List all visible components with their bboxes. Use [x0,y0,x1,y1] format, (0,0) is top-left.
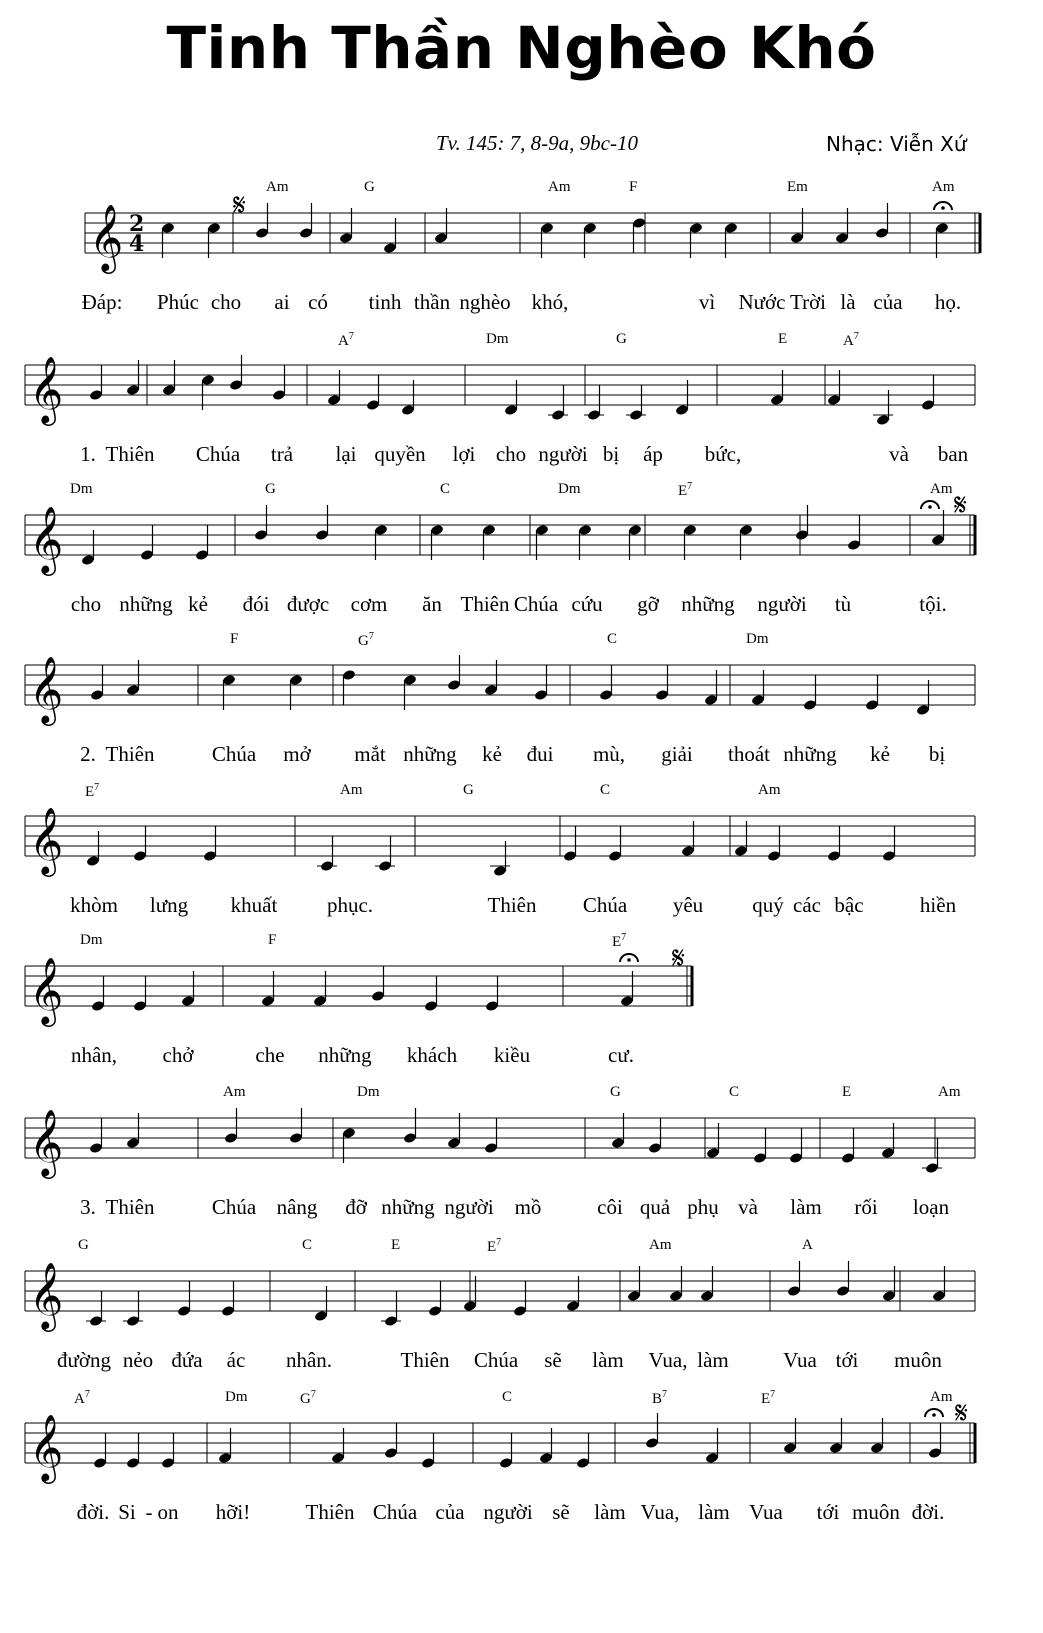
psalm-reference: Tv. 145: 7, 8-9a, 9bc-10 [436,131,638,155]
lyric-syllable: quý [752,893,784,917]
lyric-syllable: cư. [608,1043,634,1067]
lyric-syllable: Thiên [105,742,155,766]
lyric-syllable: Thiên [305,1500,355,1524]
lyric-syllable: Thiên [460,592,510,616]
chord-root: Am [266,179,289,195]
lyric-syllable: sẽ [544,1348,562,1372]
chord-symbol [548,179,571,196]
chord-root: Am [758,782,781,798]
chord-symbol [652,1389,667,1408]
chord-root: A [843,333,854,349]
treble-clef-icon: 𝄞 [29,956,64,1024]
staff-system [0,782,1043,938]
lyric-syllable: Chúa [211,1195,257,1219]
chord-extension: 7 [770,1389,776,1400]
segno-icon: 𝄋 [955,1396,968,1431]
lyric-syllable: chở [162,1043,194,1067]
lyric-syllable: - [145,1500,153,1524]
chord-symbol [761,1389,775,1408]
lyric-syllable: Chúa [211,742,257,766]
chord-symbol [440,481,450,498]
lyric-syllable: những [381,1195,435,1219]
lyric-syllable: đường [57,1348,111,1372]
lyric-syllable: côi [597,1195,623,1219]
lyric-syllable: áp [643,442,663,466]
lyric-syllable: làm [697,1348,729,1372]
chord-symbol [729,1084,739,1101]
time-signature: 4 [129,231,145,257]
lyric-syllable: che [255,1043,285,1067]
lyric-syllable: những [783,742,837,766]
treble-clef-icon: 𝄞 [29,655,64,723]
chord-root: E [842,1084,852,1100]
chord-extension: 7 [94,782,100,793]
lyric-syllable: khuất [230,893,278,917]
lyric-syllable: kiều [493,1043,531,1067]
lyric-syllable: làm [594,1500,626,1524]
lyric-syllable: phụ [687,1195,719,1219]
lyric-syllable: người [444,1195,494,1219]
chord-root: A [802,1237,813,1253]
chord-root: F [629,179,638,195]
staff-system [0,331,1043,487]
chord-root: G [463,782,474,798]
chord-symbol [463,782,474,799]
lyric-syllable: kẻ [482,742,502,766]
chord-symbol [74,1389,90,1408]
lyric-syllable: của [873,290,903,314]
chord-symbol [678,481,692,500]
chord-symbol [649,1237,672,1254]
lyric-syllable: 1. [80,442,96,466]
lyric-syllable: mở [283,742,311,766]
chord-extension: 7 [310,1389,316,1400]
chord-root: G [78,1237,89,1253]
chord-symbol [266,179,289,196]
fermata-dot [627,958,631,962]
chord-symbol [843,331,859,350]
chord-symbol [758,782,781,799]
chord-root: Am [649,1237,672,1253]
staff-system [0,1084,1043,1240]
lyric-syllable: ác [226,1348,246,1372]
chord-root: C [600,782,611,798]
chord-symbol [268,932,276,949]
lyric-syllable: đứa [171,1348,203,1372]
chord-symbol [223,1084,246,1101]
chord-root: E [487,1239,497,1255]
chord-root: Dm [225,1389,248,1405]
chord-root: E [678,483,688,499]
lyric-syllable: muôn [894,1348,942,1372]
chord-root: E [761,1391,771,1407]
lyric-syllable: đỡ [345,1195,367,1219]
chord-root: Am [340,782,363,798]
chord-root: Dm [486,331,509,347]
chord-symbol [340,782,363,799]
composer-credit: Nhạc: Viễn Xứ [826,132,967,156]
chord-symbol [930,481,953,498]
lyric-syllable: lợi [452,442,476,466]
lyric-syllable: hỡi! [215,1500,251,1524]
chord-root: Am [938,1084,961,1100]
lyric-syllable: có [308,290,328,314]
lyric-syllable: Phúc [157,290,199,314]
chord-root: Am [548,179,571,195]
chord-symbol [265,481,276,498]
fermata-dot [928,505,932,509]
lyric-syllable: thần [413,290,451,314]
chord-extension: 7 [348,331,354,342]
lyric-syllable: người [757,592,807,616]
lyric-syllable: Đáp: [81,290,123,314]
lyric-syllable: thoát [728,742,770,766]
chord-symbol [70,481,93,498]
lyric-syllable: là [840,290,856,314]
lyric-syllable: mắt [354,742,386,766]
lyric-syllable: yêu [672,893,704,917]
lyric-syllable: làm [790,1195,822,1219]
lyric-syllable: Trời [789,290,827,314]
chord-symbol [502,1389,512,1406]
lyric-syllable: 3. [80,1195,96,1219]
chord-root: A [338,333,349,349]
lyric-syllable: vì [698,290,716,314]
song-title: Tinh Thần Nghèo Khó [166,14,877,82]
lyric-syllable: bị [602,442,620,466]
lyric-syllable: nâng [276,1195,318,1219]
chord-symbol [358,631,374,650]
time-signature: 2 [129,211,145,237]
lyric-syllable: Thiên [400,1348,450,1372]
lyric-syllable: sẽ [552,1500,570,1524]
chord-root: B [652,1391,663,1407]
staff-system [0,1389,1043,1545]
lyric-syllable: tội. [919,592,947,616]
lyric-syllable: những [403,742,457,766]
lyric-syllable: ăn [422,592,442,616]
chord-symbol [487,1237,501,1256]
lyric-syllable: Si [118,1500,136,1524]
lyric-syllable: Chúa [473,1348,519,1372]
chord-root: G [265,481,276,497]
chord-root: F [268,932,277,948]
lyric-syllable: những [681,592,735,616]
lyric-syllable: nhân, [70,1043,118,1067]
lyric-syllable: bức, [704,442,742,466]
chord-extension: 7 [84,1389,90,1400]
lyric-syllable: và [889,442,909,466]
chord-symbol [610,1084,621,1101]
lyric-syllable: khó, [531,290,569,314]
chord-symbol [629,179,637,196]
lyric-syllable: Nước [738,290,786,314]
chord-symbol [746,631,769,648]
lyric-syllable: những [318,1043,372,1067]
chord-root: E [612,934,622,950]
chord-symbol [302,1237,312,1254]
chord-extension: 7 [853,331,859,342]
chord-root: C [502,1389,513,1405]
chord-symbol [616,331,627,348]
lyric-syllable: cho [495,442,527,466]
chord-root: C [302,1237,313,1253]
lyric-syllable: bị [928,742,946,766]
chord-symbol [225,1389,248,1406]
chord-root: Dm [80,932,103,948]
chord-symbol [300,1389,316,1408]
chord-root: Am [932,179,955,195]
chord-root: E [85,784,95,800]
lyric-syllable: tới [835,1348,859,1372]
staff-system [0,481,1043,637]
lyric-syllable: tới [816,1500,840,1524]
lyric-syllable: lại [335,442,357,466]
lyric-syllable: Vua [749,1500,783,1524]
lyric-syllable: bậc [834,893,864,917]
lyric-syllable: khách [406,1043,458,1067]
lyric-syllable: làm [698,1500,730,1524]
chord-root: F [230,631,239,647]
lyric-syllable: họ. [934,290,962,314]
lyric-syllable: đói [242,592,270,616]
fermata-dot [941,206,945,210]
lyric-syllable: Thiên [105,442,155,466]
lyric-syllable: nhân. [285,1348,333,1372]
lyric-syllable: Vua, [640,1500,680,1524]
lyric-syllable: quyền [374,442,426,466]
staff-system [0,179,1043,335]
chord-root: Dm [357,1084,380,1100]
lyric-syllable: các [793,893,821,917]
lyric-syllable: Chúa [372,1500,418,1524]
chord-extension: 7 [687,481,693,492]
lyric-syllable: gỡ [637,592,659,616]
chord-extension: 7 [621,932,627,943]
chord-root: C [607,631,618,647]
chord-symbol [364,179,375,196]
chord-root: G [616,331,627,347]
chord-symbol [486,331,509,348]
lyric-syllable: của [435,1500,465,1524]
chord-symbol [612,932,626,951]
lyric-syllable: ban [937,442,969,466]
lyric-syllable: quả [639,1195,671,1219]
staff [0,1243,1043,1393]
chord-symbol [85,782,99,801]
chord-symbol [607,631,617,648]
lyric-syllable: mù, [592,742,626,766]
lyric-syllable: phục. [326,893,374,917]
lyric-syllable: nghèo [459,290,511,314]
chord-symbol [230,631,238,648]
chord-symbol [802,1237,813,1254]
lyric-syllable: cho [70,592,102,616]
staff-system [0,631,1043,787]
segno-icon: 𝄋 [672,941,685,976]
chord-extension: 7 [368,631,374,642]
chord-symbol [938,1084,961,1101]
lyric-syllable: giải [661,742,693,766]
chord-root: G [610,1084,621,1100]
lyric-syllable: trả [270,442,294,466]
lyric-syllable: được [286,592,330,616]
lyric-syllable: Vua, [648,1348,688,1372]
lyric-syllable: lưng [149,893,189,917]
chord-symbol [338,331,354,350]
chord-root: Am [930,1389,953,1405]
treble-clef-icon: 𝄞 [29,1413,64,1481]
chord-extension: 7 [496,1237,502,1248]
lyric-syllable: loạn [912,1195,950,1219]
lyric-syllable: ai [274,290,290,314]
chord-symbol [787,179,808,196]
chord-root: Am [930,481,953,497]
chord-root: C [729,1084,740,1100]
segno-icon: 𝄋 [233,188,246,223]
lyric-syllable: Thiên [105,1195,155,1219]
chord-symbol [842,1084,851,1101]
lyric-syllable: Vua [783,1348,817,1372]
chord-extension: 7 [662,1389,668,1400]
lyric-syllable: tinh [368,290,402,314]
chord-symbol [80,932,103,949]
lyric-syllable: khòm [70,893,118,917]
chord-root: E [391,1237,401,1253]
lyric-syllable: tù [834,592,852,616]
segno-icon: 𝄋 [954,488,967,523]
lyric-syllable: Chúa [582,893,628,917]
lyric-syllable: nẻo [122,1348,154,1372]
lyric-syllable: cơm [350,592,388,616]
treble-clef-icon: 𝄞 [29,1108,64,1176]
chord-root: G [300,1391,311,1407]
lyric-syllable: đời. [76,1500,110,1524]
chord-root: Dm [558,481,581,497]
lyric-syllable: on [157,1500,179,1524]
chord-symbol [558,481,581,498]
chord-symbol [778,331,787,348]
lyric-syllable: mồ [514,1195,542,1219]
lyric-syllable: đời. [911,1500,945,1524]
treble-clef-icon: 𝄞 [89,203,124,271]
chord-root: A [74,1391,85,1407]
treble-clef-icon: 𝄞 [29,355,64,423]
lyric-syllable: Thiên [487,893,537,917]
lyric-syllable: kẻ [188,592,208,616]
lyric-syllable: làm [592,1348,624,1372]
lyric-syllable: cứu [571,592,603,616]
lyric-syllable: 2. [80,742,96,766]
lyric-syllable: hiền [919,893,957,917]
lyric-syllable: Chúa [513,592,559,616]
chord-symbol [932,179,955,196]
chord-symbol [78,1237,89,1254]
lyric-syllable: người [483,1500,533,1524]
lyric-syllable: rối [854,1195,878,1219]
chord-root: Am [223,1084,246,1100]
chord-root: Em [787,179,808,195]
lyric-syllable: cho [210,290,242,314]
chord-root: Dm [746,631,769,647]
treble-clef-icon: 𝄞 [29,806,64,874]
lyric-syllable: Chúa [195,442,241,466]
treble-clef-icon: 𝄞 [29,1261,64,1329]
lyric-syllable: và [738,1195,758,1219]
staff-system [0,1237,1043,1393]
chord-root: G [358,633,369,649]
chord-symbol [391,1237,400,1254]
chord-symbol [930,1389,953,1406]
lyric-syllable: kẻ [870,742,890,766]
staff-system [0,932,1043,1088]
lyric-syllable: đui [526,742,554,766]
chord-root: E [778,331,788,347]
chord-symbol [357,1084,380,1101]
lyric-syllable: người [538,442,588,466]
treble-clef-icon: 𝄞 [29,505,64,573]
chord-root: C [440,481,451,497]
chord-root: G [364,179,375,195]
fermata-dot [932,1413,936,1417]
chord-root: Dm [70,481,93,497]
lyric-syllable: muôn [852,1500,900,1524]
chord-symbol [600,782,610,799]
lyric-syllable: những [119,592,173,616]
